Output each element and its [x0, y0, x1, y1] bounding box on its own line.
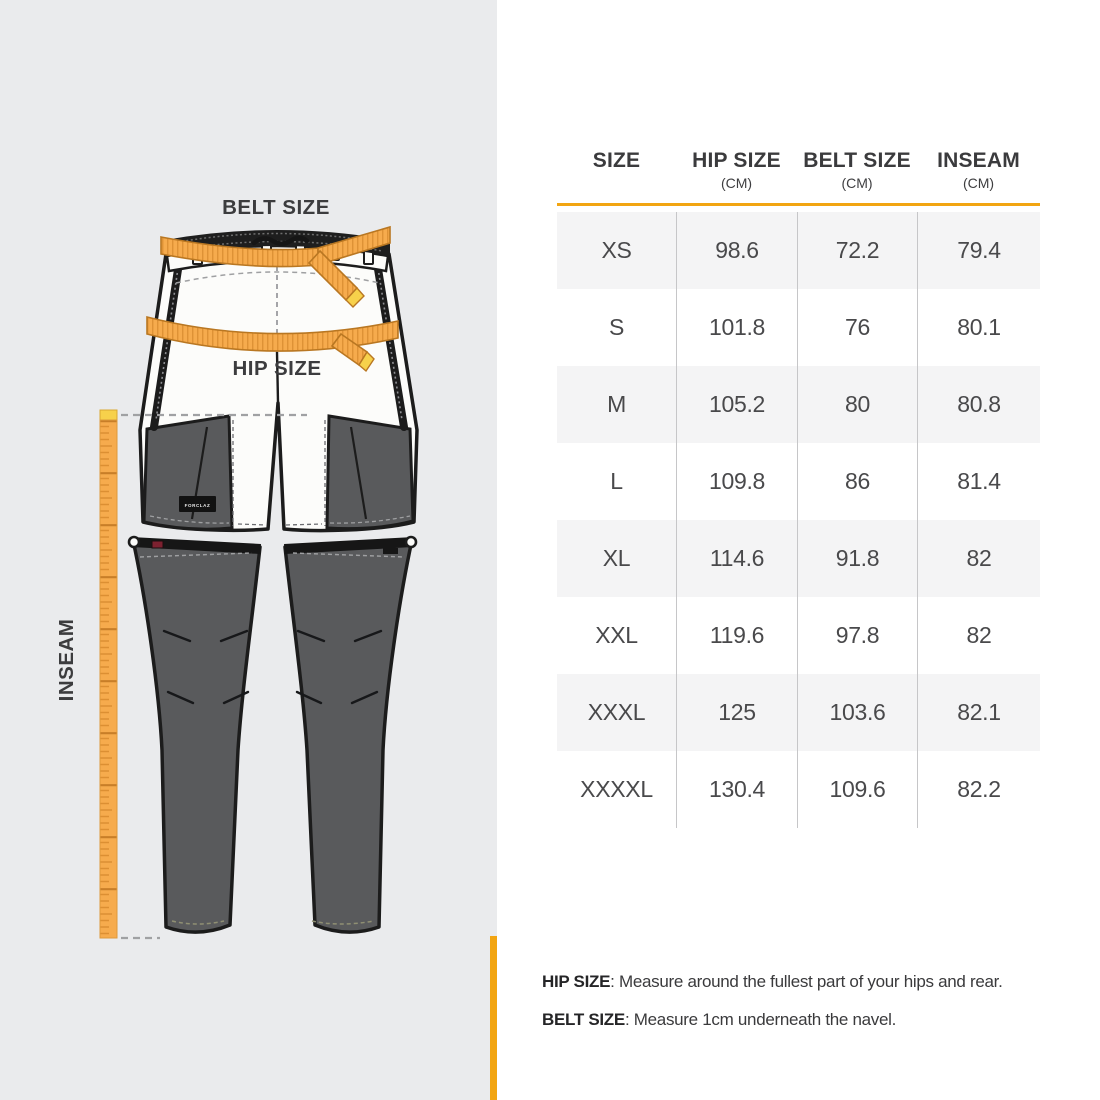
hip-size-note [542, 963, 1003, 1001]
belt-size-note-text: : Measure 1cm underneath the navel. [624, 1010, 897, 1029]
hip-cell: 98.6 [676, 212, 797, 289]
hip-cell: 130.4 [676, 751, 797, 828]
belt-size-note [542, 1001, 1003, 1039]
inseam-cell: 81.4 [917, 443, 1040, 520]
belt-size-label: BELT SIZE [222, 196, 330, 219]
table-row [557, 212, 1040, 289]
size-cell: XXXXL [580, 776, 653, 802]
column-header-inseam: INSEAM (CM) [937, 149, 1020, 191]
table-row [557, 289, 1040, 366]
table-row [557, 751, 1040, 828]
inseam-cell: 82.1 [917, 674, 1040, 751]
inseam-label: INSEAM [55, 618, 78, 702]
hip-cell: 109.8 [676, 443, 797, 520]
inseam-ruler [100, 410, 117, 938]
right-thigh-pocket [327, 416, 413, 529]
hip-cell: 105.2 [676, 366, 797, 443]
column-header-size: SIZE [592, 149, 641, 172]
belt-cell: 72.2 [797, 212, 917, 289]
inseam-cell: 82 [917, 597, 1040, 674]
size-cell: L [610, 468, 623, 494]
size-cell: XXXL [587, 699, 646, 725]
left-leg-red-pull [152, 541, 163, 548]
illustration-panel [0, 0, 497, 1100]
hip-cell: 125 [676, 674, 797, 751]
left-lower-leg [129, 537, 261, 932]
table-row [557, 366, 1040, 443]
size-table [557, 148, 1040, 828]
column-header-hip-size: HIP SIZE (CM) [692, 149, 781, 191]
left-leg-zipper-pull [129, 537, 139, 547]
pants-diagram [0, 0, 497, 1100]
hip-size-note-text: : Measure around the fullest part of your hips and rear. [610, 972, 1003, 991]
inseam-cell: 80.1 [917, 289, 1040, 366]
left-thigh-pocket [144, 416, 232, 529]
table-header-row [557, 148, 1040, 203]
right-leg-zipper-pull [406, 537, 416, 547]
belt-cell: 109.6 [797, 751, 917, 828]
size-cell: XS [601, 237, 632, 263]
table-row [557, 674, 1040, 751]
size-cell: S [608, 314, 625, 340]
table-row [557, 520, 1040, 597]
right-lower-leg [284, 537, 416, 932]
hip-size-label: HIP SIZE [232, 357, 322, 380]
size-cell: XL [602, 545, 631, 571]
accent-bar [490, 936, 497, 1100]
inseam-cell: 82.2 [917, 751, 1040, 828]
table-row [557, 597, 1040, 674]
belt-cell: 103.6 [797, 674, 917, 751]
measuring-notes [542, 963, 1003, 1039]
brand-patch-label: FORCLAZ [184, 503, 211, 508]
inseam-cell: 80.8 [917, 366, 1040, 443]
inseam-cell: 79.4 [917, 212, 1040, 289]
table-row [557, 443, 1040, 520]
header-accent-rule [557, 203, 1040, 206]
belt-cell: 91.8 [797, 520, 917, 597]
column-header-belt-size: BELT SIZE (CM) [803, 149, 911, 191]
belt-size-note-label: BELT SIZE [542, 1010, 625, 1029]
belt-cell: 97.8 [797, 597, 917, 674]
size-table-panel [497, 0, 1100, 1100]
size-cell: XXL [595, 622, 638, 648]
size-cell: M [607, 391, 626, 417]
hip-size-note-label: HIP SIZE [542, 972, 611, 991]
belt-cell: 76 [797, 289, 917, 366]
hip-cell: 114.6 [676, 520, 797, 597]
hip-cell: 119.6 [676, 597, 797, 674]
belt-cell: 80 [797, 366, 917, 443]
hip-cell: 101.8 [676, 289, 797, 366]
shorts-body [140, 240, 417, 531]
inseam-cell: 82 [917, 520, 1040, 597]
belt-cell: 86 [797, 443, 917, 520]
table-body [557, 212, 1040, 828]
